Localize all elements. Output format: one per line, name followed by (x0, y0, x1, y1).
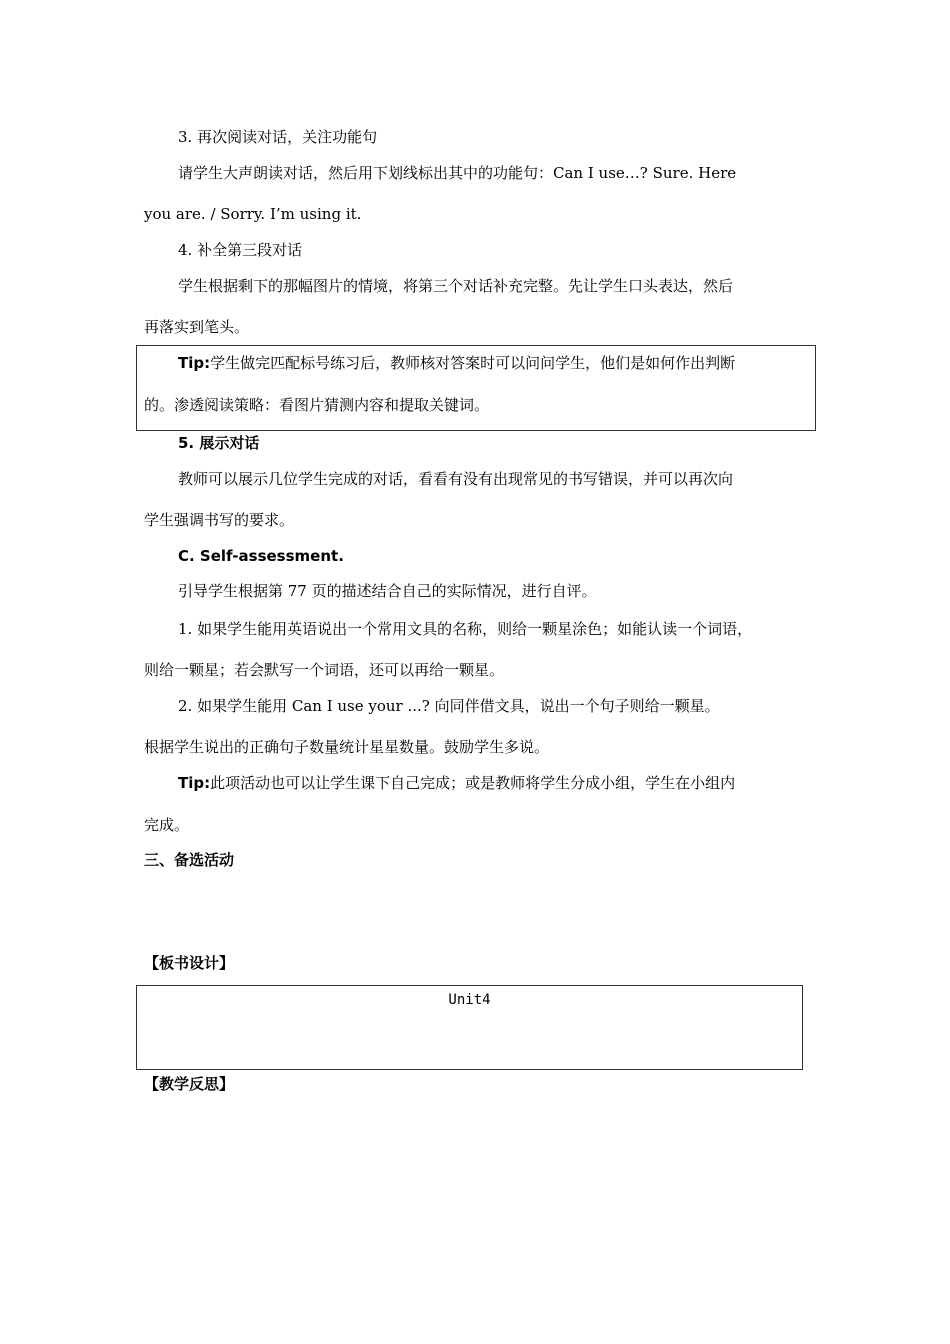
section-3-paragraph: 请学生大声朗读对话，然后用下划线标出其中的功能句：Can I use…? Sure. Here (178, 164, 737, 182)
self-assessment-item-2-cont: 根据学生说出的正确句子数量统计星星数量。鼓励学生多说。 (144, 738, 550, 756)
tip-line (178, 352, 735, 374)
section-4-paragraph-cont: 再落实到笔头。 (144, 318, 250, 336)
self-assessment-item-2: 2. 如果学生能用 Can I use your ...? 向同伴借文具，说出一个句子则给一颗星。 (178, 697, 720, 715)
tip-2-line (178, 772, 735, 794)
section-3-paragraph-cont: you are. / Sorry. I’m using it. (144, 205, 362, 223)
teaching-reflection-heading: 【教学反思】 (144, 1075, 235, 1093)
tip-text-cont: 的。渗透阅读策略：看图片猜测内容和提取关键词。 (144, 396, 490, 414)
self-assessment-item-1: 1. 如果学生能用英语说出一个常用文具的名称，则给一颗星涂色；如能认读一个词语， (178, 620, 753, 638)
section-4-heading: 4. 补全第三段对话 (178, 241, 303, 259)
tip-2-text: 此项活动也可以让学生课下自己完成；或是教师将学生分成小组，学生在小组内 (210, 774, 736, 792)
board-design-box (136, 985, 803, 1070)
tip-2-label: Tip: (178, 774, 211, 792)
section-5-heading: 5. 展示对话 (178, 434, 260, 452)
tip-label: Tip: (178, 354, 211, 372)
section-3-heading: 3. 再次阅读对话，关注功能句 (178, 128, 378, 146)
self-assessment-heading: C. Self-assessment. (178, 547, 344, 565)
tip-2-text-cont: 完成。 (144, 816, 190, 834)
self-assessment-item-1-cont: 则给一颗星；若会默写一个词语，还可以再给一颗星。 (144, 661, 505, 679)
section-5-paragraph: 教师可以展示几位学生完成的对话，看看有没有出现常见的书写错误，并可以再次向 (178, 470, 734, 488)
section-4-paragraph: 学生根据剩下的那幅图片的情境，将第三个对话补充完整。先让学生口头表达，然后 (178, 277, 734, 295)
board-design-heading: 【板书设计】 (144, 954, 235, 972)
board-title: Unit4 (448, 992, 491, 1008)
self-assessment-intro: 引导学生根据第 77 页的描述结合自己的实际情况，进行自评。 (178, 582, 597, 600)
section-5-paragraph-cont: 学生强调书写的要求。 (144, 511, 295, 529)
optional-activities-heading: 三、备选活动 (144, 851, 235, 869)
tip-text: 学生做完匹配标号练习后，教师核对答案时可以问问学生，他们是如何作出判断 (210, 354, 736, 372)
